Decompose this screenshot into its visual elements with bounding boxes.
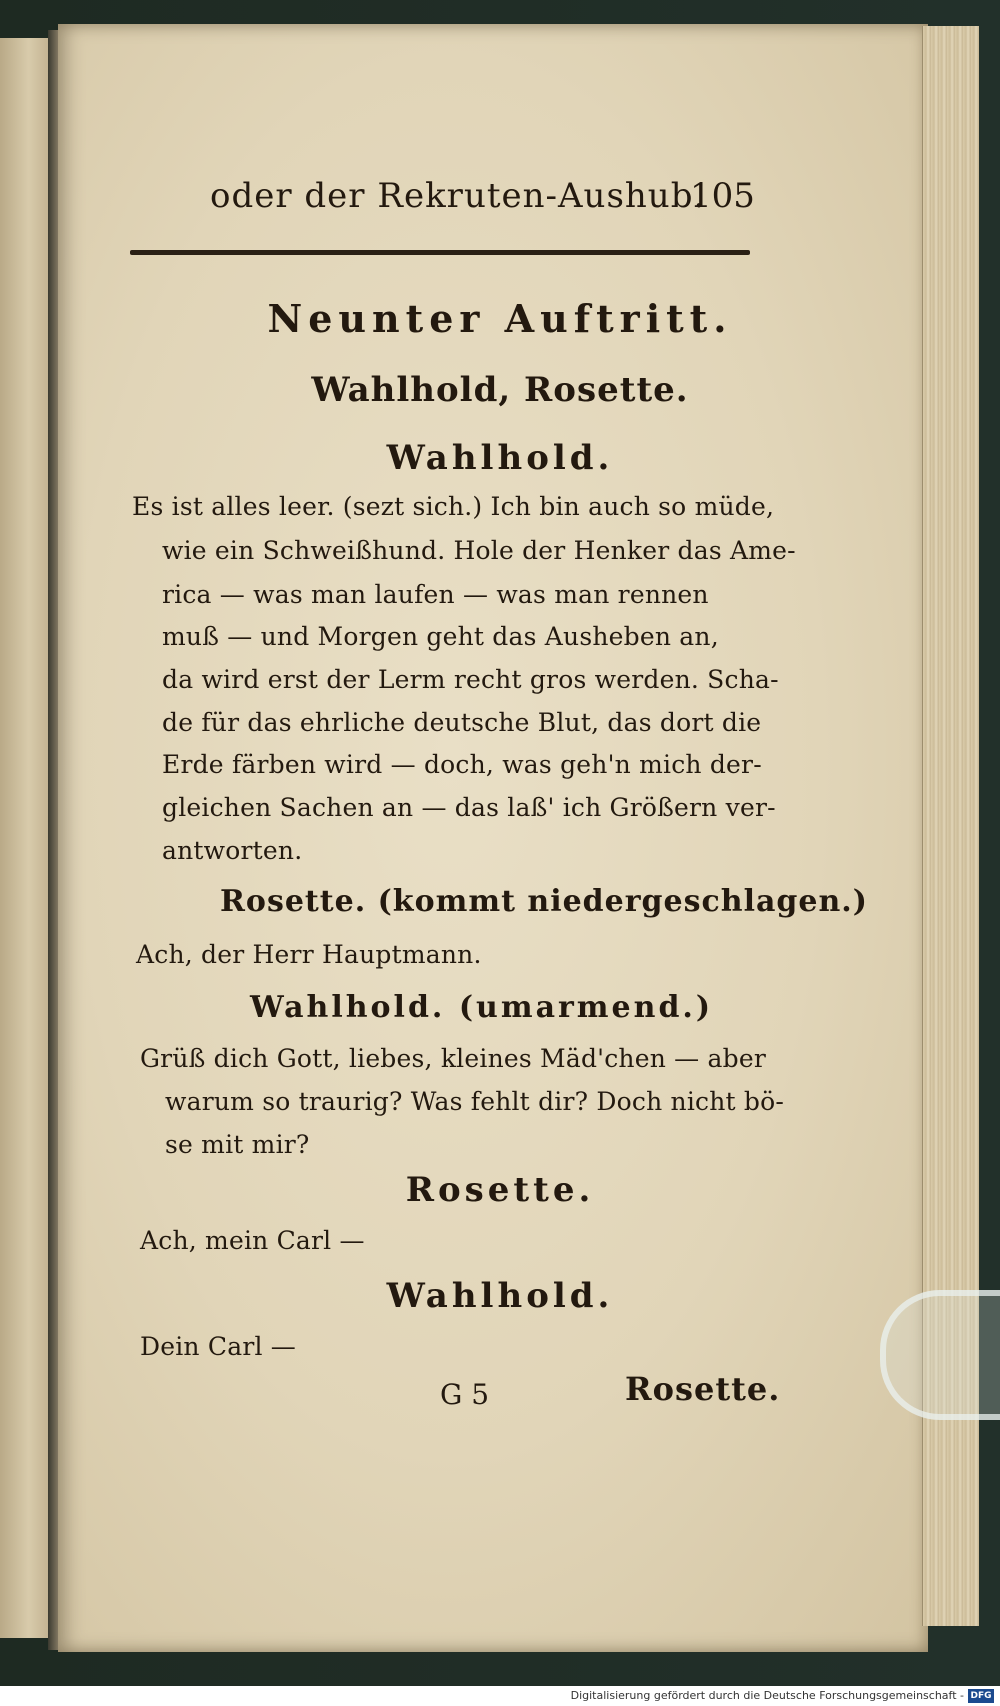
header-rule	[130, 250, 750, 255]
signature-mark: G 5	[440, 1378, 490, 1411]
running-title: oder der Rekruten-Aushub.	[210, 176, 706, 216]
text-line: muß — und Morgen geht das Ausheben an,	[162, 622, 719, 651]
text-line: Erde färben wird — doch, was geh'n mich der-	[162, 750, 762, 779]
text-line: antworten.	[162, 836, 303, 865]
speaker-heading: Rosette. (kommt niedergeschlagen.)	[220, 884, 868, 919]
text-line: Es ist alles leer. (sezt sich.) Ich bin auch so müde,	[132, 492, 775, 521]
dfg-logo-icon: DFG	[968, 1689, 994, 1703]
text-line: warum so traurig? Was fehlt dir? Doch nicht bö-	[165, 1087, 785, 1116]
text-line: gleichen Sachen an — das laß' ich Größern ver-	[162, 793, 776, 822]
page-number: 105	[690, 176, 755, 216]
text-line: se mit mir?	[165, 1130, 310, 1159]
digitization-credit: Digitalisierung gefördert durch die Deutsche Forschungsgemeinschaft -	[570, 1689, 964, 1702]
text-line: rica — was man laufen — was man rennen	[162, 580, 709, 609]
scene-persons: Wahlhold, Rosette.	[311, 370, 689, 410]
scene-title: Neunter Auftritt.	[267, 296, 733, 341]
catchword: Rosette.	[625, 1370, 781, 1408]
speaker-heading: Wahlhold. (umarmend.)	[250, 990, 714, 1025]
speaker-heading: Rosette.	[405, 1170, 595, 1210]
page-clip	[880, 1290, 1000, 1420]
text-line: Dein Carl —	[140, 1332, 297, 1361]
text-line: Ach, der Herr Hauptmann.	[136, 940, 482, 969]
text-line: wie ein Schweißhund. Hole der Henker das Ame-	[162, 536, 796, 565]
speaker-heading: Wahlhold.	[386, 1276, 614, 1316]
speaker-heading: Wahlhold.	[386, 438, 614, 478]
text-line: Grüß dich Gott, liebes, kleines Mäd'chen — aber	[140, 1044, 766, 1073]
text-line: Ach, mein Carl —	[140, 1226, 365, 1255]
text-line: de für das ehrliche deutsche Blut, das dort die	[162, 708, 762, 737]
text-line: da wird erst der Lerm recht gros werden. Scha-	[162, 665, 779, 694]
